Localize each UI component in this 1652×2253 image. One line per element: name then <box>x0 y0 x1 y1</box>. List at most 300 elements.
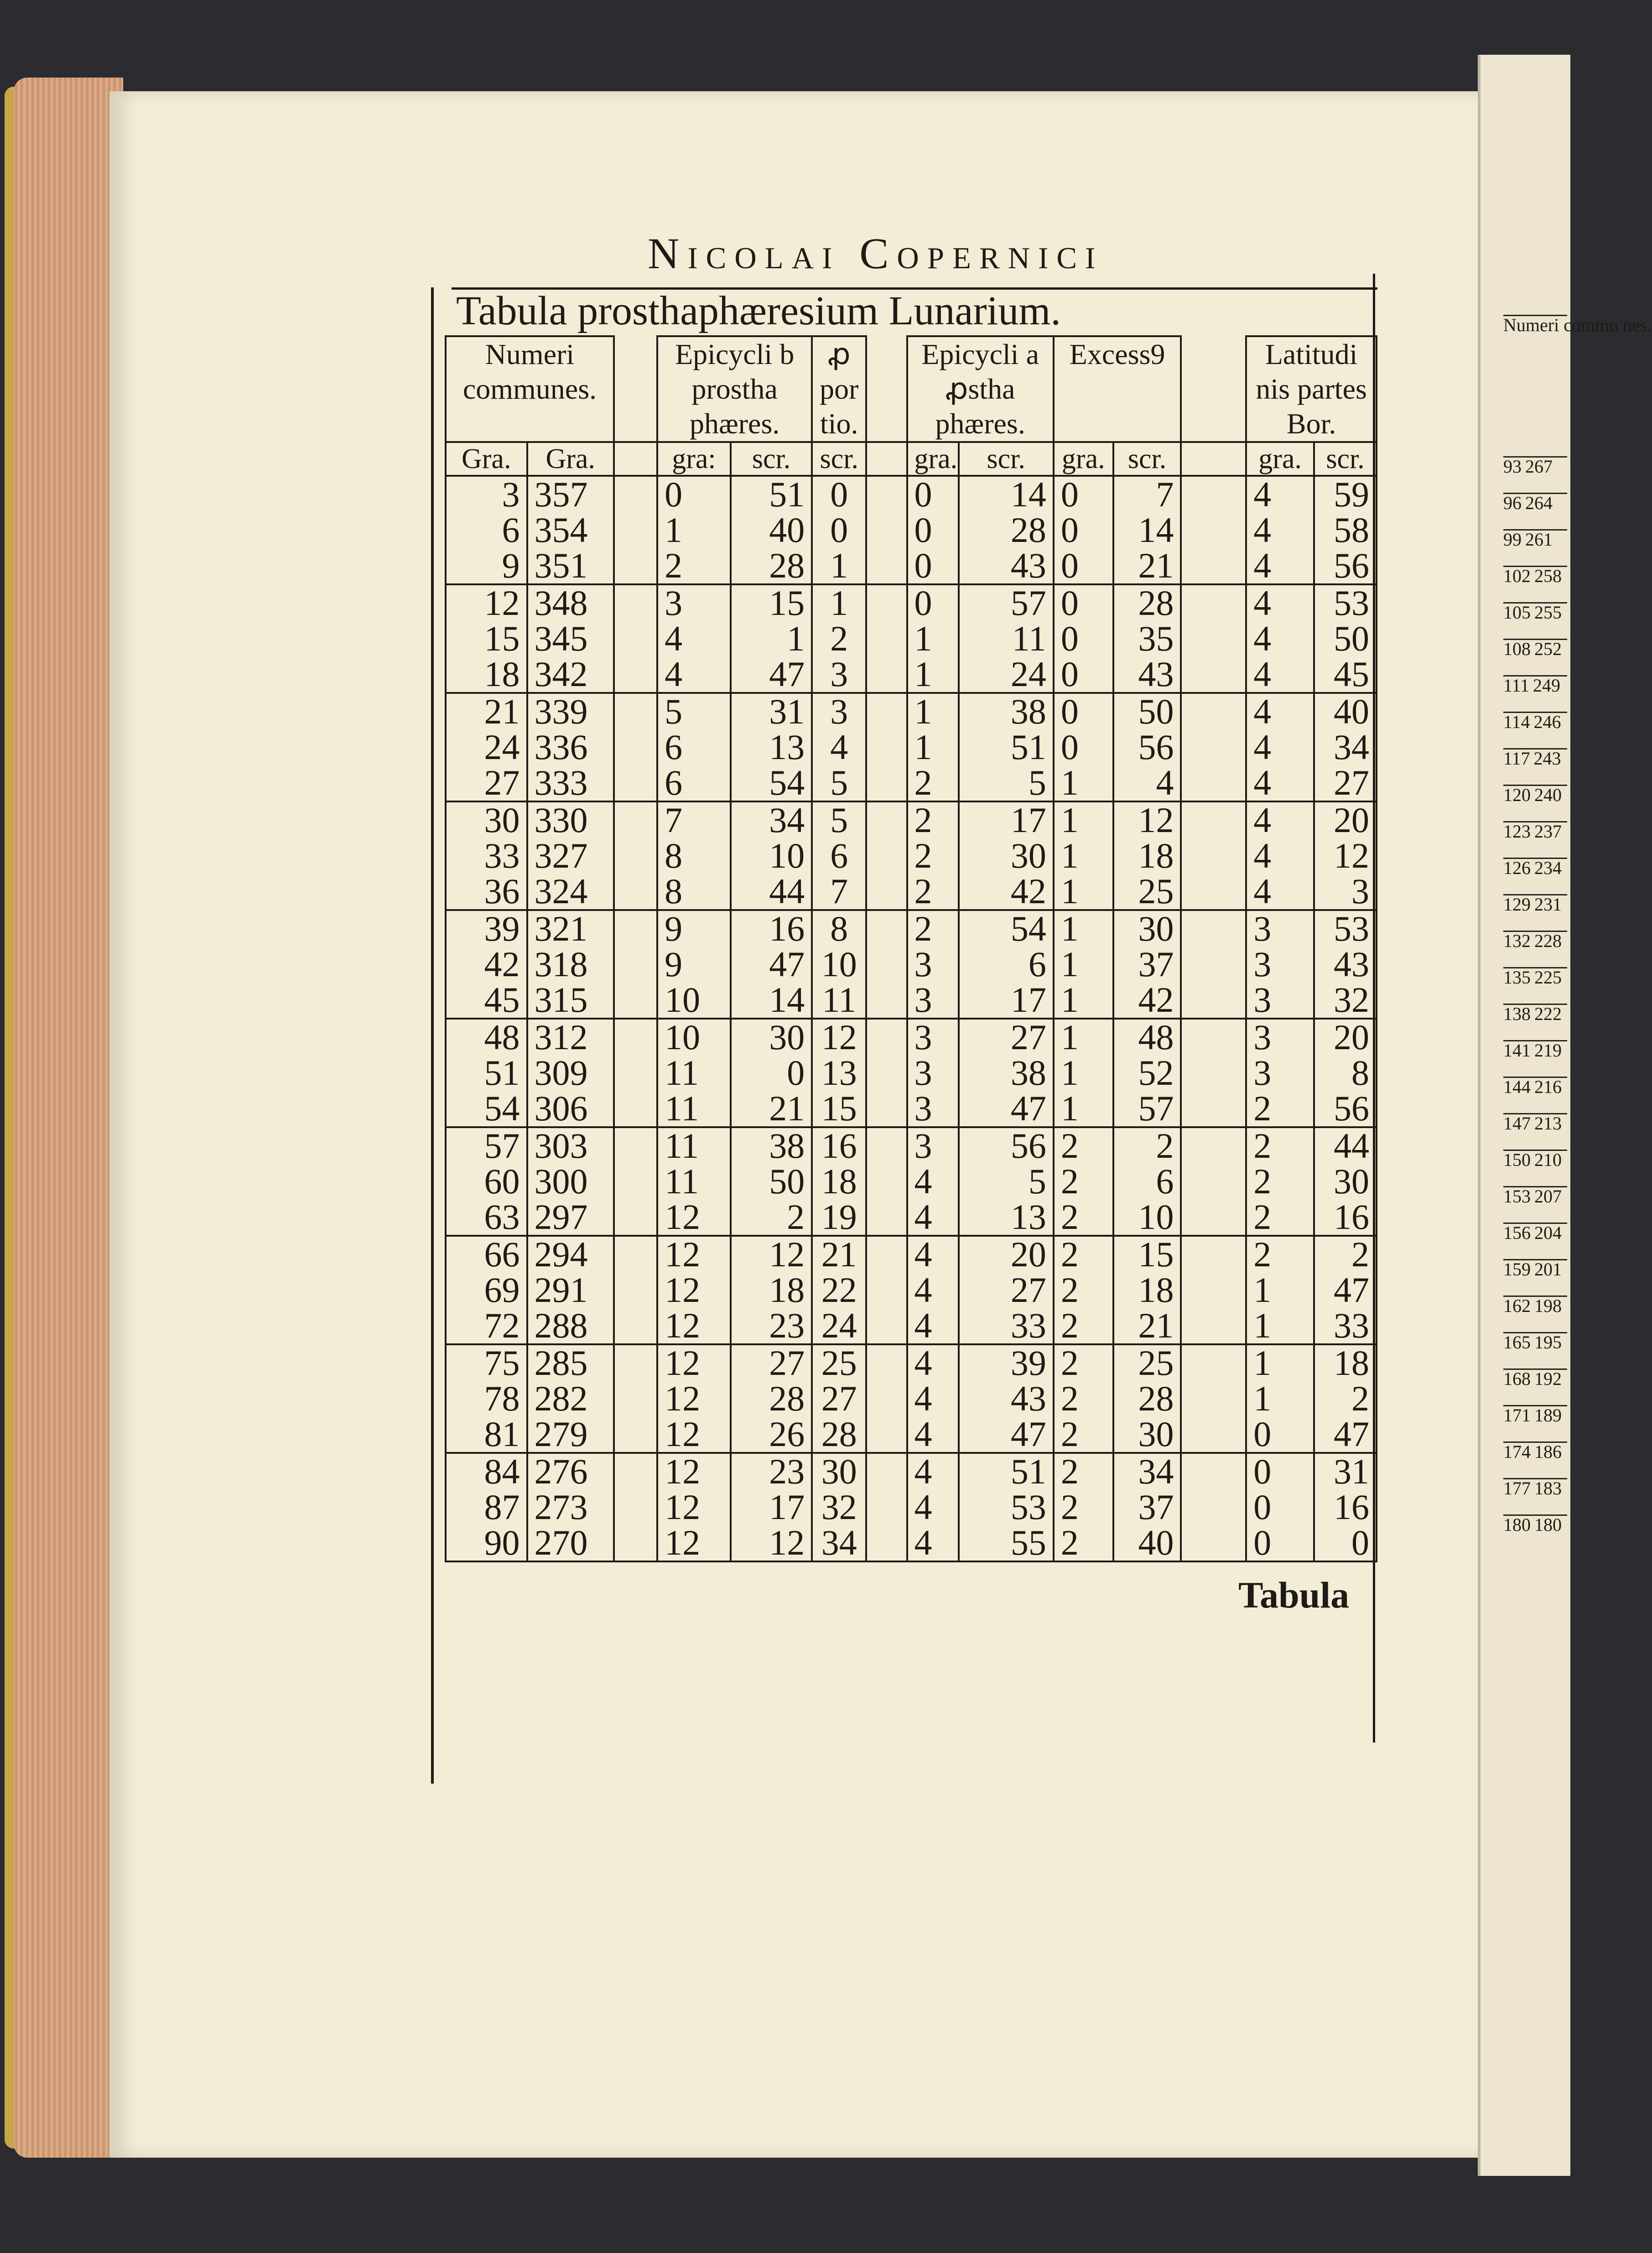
table-cell: 30 <box>1113 1416 1181 1453</box>
table-cell: 4 <box>907 1308 959 1344</box>
next-page-row <box>1503 1259 1567 1279</box>
table-cell: 28 <box>731 1381 812 1416</box>
next-page-cell: 249 <box>1533 675 1561 696</box>
table-cell: 1 <box>731 621 812 656</box>
table-cell: 31 <box>1314 1453 1377 1489</box>
table-cell: 37 <box>1113 1489 1181 1525</box>
table-cell: 28 <box>812 1416 866 1453</box>
table-cell: 21 <box>446 693 527 729</box>
table-row <box>446 838 1377 874</box>
next-page-cell: 243 <box>1533 748 1561 769</box>
table-row <box>446 476 1377 512</box>
table-cell: 2 <box>1054 1199 1113 1236</box>
table-cell: 1 <box>1054 874 1113 910</box>
table-cell: 4 <box>1246 729 1314 765</box>
table-cell: 2 <box>1054 1416 1113 1453</box>
table-cell: 12 <box>657 1453 731 1489</box>
next-page-cell: 183 <box>1534 1478 1562 1499</box>
table-row <box>446 548 1377 584</box>
table-cell: 3 <box>446 476 527 512</box>
table-cell: 34 <box>1113 1453 1181 1489</box>
table-cell: 0 <box>1314 1525 1377 1561</box>
table-cell: 285 <box>527 1344 614 1381</box>
unit-cell: gra: <box>657 442 731 476</box>
table-cell: 333 <box>527 765 614 801</box>
table-cell: 56 <box>959 1127 1054 1164</box>
header-proportio: ꝓ por tio. <box>812 336 866 442</box>
table-cell: 0 <box>1054 476 1113 512</box>
table-cell: 2 <box>1054 1525 1113 1561</box>
table-cell: 17 <box>959 801 1054 838</box>
table-cell: 2 <box>907 801 959 838</box>
next-page-cell: 129 <box>1503 894 1531 915</box>
table-cell: 52 <box>1113 1055 1181 1091</box>
table-cell: 53 <box>959 1489 1054 1525</box>
table-cell: 4 <box>1246 838 1314 874</box>
table-cell: 1 <box>1054 947 1113 982</box>
table-cell: 14 <box>959 476 1054 512</box>
table-row <box>446 1091 1377 1127</box>
next-page-cell: 108 <box>1503 639 1531 659</box>
table-cell: 1 <box>907 656 959 693</box>
table-cell: 15 <box>1113 1236 1181 1272</box>
header-latitudinis: Latitudi nis partes Bor. <box>1246 336 1377 442</box>
table-cell: 1 <box>812 584 866 621</box>
table-cell: 43 <box>959 1381 1054 1416</box>
table-cell: 12 <box>657 1272 731 1308</box>
table-cell: 47 <box>731 947 812 982</box>
running-head: Nicolai Copernici <box>648 229 1104 278</box>
catchword: Tabula <box>1238 1574 1350 1616</box>
table-cell: 12 <box>731 1236 812 1272</box>
table-cell: 33 <box>959 1308 1054 1344</box>
table-cell: 13 <box>959 1199 1054 1236</box>
table-cell: 81 <box>446 1416 527 1453</box>
table-cell: 2 <box>907 910 959 947</box>
table-cell: 42 <box>1113 982 1181 1019</box>
table-cell: 309 <box>527 1055 614 1091</box>
table-cell: 1 <box>907 621 959 656</box>
next-page-cell: 189 <box>1534 1405 1562 1426</box>
table-cell: 0 <box>731 1055 812 1091</box>
table-cell: 0 <box>1054 512 1113 548</box>
table-cell: 6 <box>657 729 731 765</box>
table-cell: 37 <box>1113 947 1181 982</box>
table-cell: 39 <box>446 910 527 947</box>
next-page-cell: 186 <box>1534 1441 1562 1462</box>
table-cell: 297 <box>527 1199 614 1236</box>
table-cell: 324 <box>527 874 614 910</box>
next-page-cell: 114 <box>1503 712 1530 732</box>
table-cell: 279 <box>527 1416 614 1453</box>
table-cell: 60 <box>446 1164 527 1199</box>
table-cell: 24 <box>959 656 1054 693</box>
table-cell: 11 <box>657 1091 731 1127</box>
table-row <box>446 982 1377 1019</box>
next-page-row <box>1503 1405 1567 1425</box>
table-cell: 21 <box>1113 1308 1181 1344</box>
table-cell: 4 <box>907 1489 959 1525</box>
table-cell: 47 <box>1314 1416 1377 1453</box>
table-cell: 75 <box>446 1344 527 1381</box>
next-page-cell: 159 <box>1503 1259 1531 1280</box>
table-cell: 1 <box>907 693 959 729</box>
table-cell: 84 <box>446 1453 527 1489</box>
next-page-cell: 180 <box>1534 1514 1562 1535</box>
table-cell: 51 <box>959 1453 1054 1489</box>
table-cell: 11 <box>959 621 1054 656</box>
table-cell: 7 <box>657 801 731 838</box>
table-cell: 16 <box>731 910 812 947</box>
next-page-row <box>1503 493 1567 512</box>
table-cell: 33 <box>446 838 527 874</box>
table-cell: 12 <box>731 1525 812 1561</box>
table-cell: 5 <box>812 801 866 838</box>
next-page-cell: 96 <box>1503 493 1522 513</box>
table-cell: 18 <box>1113 1272 1181 1308</box>
table-cell: 8 <box>1314 1055 1377 1091</box>
table-cell: 3 <box>907 982 959 1019</box>
table-cell: 17 <box>959 982 1054 1019</box>
table-cell: 0 <box>657 476 731 512</box>
table-cell: 6 <box>1113 1164 1181 1199</box>
table-cell: 58 <box>1314 512 1377 548</box>
table-cell: 13 <box>812 1055 866 1091</box>
table-cell: 2 <box>1054 1489 1113 1525</box>
next-page-cell: 267 <box>1525 456 1553 477</box>
next-page-row <box>1503 1077 1567 1096</box>
table-cell: 5 <box>657 693 731 729</box>
table-cell: 1 <box>1054 801 1113 838</box>
next-page-row <box>1503 1478 1567 1498</box>
table-cell: 1 <box>1054 838 1113 874</box>
table-title: Tabula prosthaphæresium Lunarium. <box>456 288 1061 333</box>
table-cell: 47 <box>959 1091 1054 1127</box>
table-cell: 38 <box>731 1127 812 1164</box>
table-cell: 9 <box>657 947 731 982</box>
unit-cell: scr. <box>812 442 866 476</box>
table-cell: 30 <box>731 1019 812 1055</box>
next-page-cell: 99 <box>1503 529 1522 550</box>
table-cell: 336 <box>527 729 614 765</box>
table-cell: 5 <box>959 765 1054 801</box>
table-cell: 3 <box>907 947 959 982</box>
next-page-cell: 225 <box>1534 967 1562 988</box>
next-page-cell: 141 <box>1503 1040 1531 1061</box>
table-row <box>446 1525 1377 1561</box>
table-cell: 22 <box>812 1272 866 1308</box>
next-page-cell: 168 <box>1503 1368 1531 1389</box>
table-cell: 23 <box>731 1308 812 1344</box>
table-cell: 0 <box>907 476 959 512</box>
table-cell: 1 <box>1246 1308 1314 1344</box>
table-cell: 10 <box>731 838 812 874</box>
next-page-cell: 192 <box>1534 1368 1562 1389</box>
table-frame-left <box>431 287 434 1784</box>
table-cell: 10 <box>812 947 866 982</box>
table-cell: 20 <box>1314 801 1377 838</box>
next-page-row <box>1503 1113 1567 1133</box>
table-cell: 25 <box>1113 874 1181 910</box>
table-cell: 7 <box>1113 476 1181 512</box>
table-cell: 42 <box>959 874 1054 910</box>
table-cell: 16 <box>1314 1489 1377 1525</box>
table-cell: 11 <box>657 1055 731 1091</box>
table-cell: 47 <box>731 656 812 693</box>
table-cell: 53 <box>1314 584 1377 621</box>
table-cell: 2 <box>1054 1381 1113 1416</box>
unit-cell: gra. <box>1054 442 1113 476</box>
table-row <box>446 1416 1377 1453</box>
next-page-cell: 195 <box>1534 1332 1562 1353</box>
next-page-cell: 255 <box>1534 602 1562 623</box>
table-cell: 0 <box>1054 693 1113 729</box>
table-cell: 2 <box>657 548 731 584</box>
table-cell: 34 <box>1314 729 1377 765</box>
table-cell: 27 <box>959 1019 1054 1055</box>
table-cell: 0 <box>1246 1489 1314 1525</box>
table-cell: 57 <box>1113 1091 1181 1127</box>
next-page-cell: 222 <box>1534 1004 1562 1024</box>
table-cell: 0 <box>812 512 866 548</box>
table-cell: 2 <box>1054 1127 1113 1164</box>
table-row <box>446 1272 1377 1308</box>
table-cell: 303 <box>527 1127 614 1164</box>
table-cell: 66 <box>446 1236 527 1272</box>
next-page-row <box>1503 748 1567 768</box>
unit-cell: scr. <box>959 442 1054 476</box>
next-page-row <box>1503 894 1567 914</box>
next-page-cell: 204 <box>1534 1223 1562 1243</box>
table-cell: 4 <box>907 1344 959 1381</box>
table-cell: 3 <box>907 1019 959 1055</box>
table-cell: 0 <box>907 548 959 584</box>
table-cell: 4 <box>1246 693 1314 729</box>
table-cell: 18 <box>731 1272 812 1308</box>
next-page-cell: 264 <box>1525 493 1553 513</box>
table-cell: 3 <box>1246 1019 1314 1055</box>
table-cell: 12 <box>657 1416 731 1453</box>
table-cell: 330 <box>527 801 614 838</box>
table-cell: 55 <box>959 1525 1054 1561</box>
table-cell: 2 <box>907 838 959 874</box>
table-cell: 4 <box>907 1525 959 1561</box>
unit-cell: Gra. <box>527 442 614 476</box>
table-cell: 2 <box>1246 1164 1314 1199</box>
table-cell: 56 <box>1113 729 1181 765</box>
next-page-row <box>1503 1004 1567 1023</box>
next-page-cell: 144 <box>1503 1077 1531 1097</box>
next-page-row <box>1503 1368 1567 1388</box>
table-cell: 4 <box>907 1199 959 1236</box>
next-page-row <box>1503 712 1567 731</box>
next-page-cell: 126 <box>1503 858 1531 878</box>
table-cell: 33 <box>1314 1308 1377 1344</box>
table-cell: 0 <box>1054 729 1113 765</box>
unit-cell: scr. <box>731 442 812 476</box>
next-page-cell: 147 <box>1503 1113 1531 1134</box>
table-cell: 0 <box>1054 584 1113 621</box>
next-page-cell: 219 <box>1534 1040 1562 1061</box>
table-cell: 18 <box>446 656 527 693</box>
table-row <box>446 947 1377 982</box>
table-cell: 10 <box>657 1019 731 1055</box>
table-cell: 50 <box>1113 693 1181 729</box>
table-row <box>446 1019 1377 1055</box>
next-page-row <box>1503 1223 1567 1242</box>
table-cell: 34 <box>812 1525 866 1561</box>
table-cell: 3 <box>1246 1055 1314 1091</box>
table-cell: 342 <box>527 656 614 693</box>
table-cell: 321 <box>527 910 614 947</box>
table-cell: 45 <box>1314 656 1377 693</box>
table-cell: 32 <box>1314 982 1377 1019</box>
table-cell: 276 <box>527 1453 614 1489</box>
next-page-cell: 120 <box>1503 785 1531 805</box>
table-cell: 38 <box>959 693 1054 729</box>
table-cell: 318 <box>527 947 614 982</box>
table-cell: 4 <box>1246 512 1314 548</box>
table-cell: 21 <box>1113 548 1181 584</box>
next-page-cell: 231 <box>1534 894 1562 915</box>
next-page-row <box>1503 1441 1567 1461</box>
table-cell: 48 <box>1113 1019 1181 1055</box>
next-page-cell: 240 <box>1534 785 1562 805</box>
next-page-row <box>1503 1040 1567 1060</box>
table-cell: 20 <box>959 1236 1054 1272</box>
table-row <box>446 1055 1377 1091</box>
table-cell: 2 <box>1246 1127 1314 1164</box>
table-cell: 8 <box>657 874 731 910</box>
table-cell: 30 <box>959 838 1054 874</box>
table-cell: 24 <box>812 1308 866 1344</box>
next-page-cell: 150 <box>1503 1150 1531 1170</box>
table-row <box>446 656 1377 693</box>
next-page-row <box>1503 566 1567 585</box>
table-cell: 16 <box>812 1127 866 1164</box>
table-cell: 306 <box>527 1091 614 1127</box>
table-cell: 300 <box>527 1164 614 1199</box>
table-cell: 0 <box>812 476 866 512</box>
table-cell: 43 <box>1113 656 1181 693</box>
table-cell: 15 <box>812 1091 866 1127</box>
table-cell: 282 <box>527 1381 614 1416</box>
table-cell: 36 <box>446 874 527 910</box>
table-cell: 2 <box>1314 1381 1377 1416</box>
table-cell: 3 <box>1246 982 1314 1019</box>
table-cell: 0 <box>1054 656 1113 693</box>
table-cell: 43 <box>959 548 1054 584</box>
table-cell: 11 <box>812 982 866 1019</box>
table-cell: 28 <box>1113 1381 1181 1416</box>
table-cell: 54 <box>446 1091 527 1127</box>
table-cell: 351 <box>527 548 614 584</box>
table-cell: 44 <box>731 874 812 910</box>
next-page-fragment <box>1478 55 1652 2176</box>
table-cell: 72 <box>446 1308 527 1344</box>
next-page-row <box>1503 639 1567 658</box>
next-page-cell: 234 <box>1534 858 1562 878</box>
unit-cell: scr. <box>1314 442 1377 476</box>
table-cell: 2 <box>1113 1127 1181 1164</box>
table-cell: 5 <box>812 765 866 801</box>
table-cell: 354 <box>527 512 614 548</box>
table-cell: 1 <box>1054 1055 1113 1091</box>
table-cell: 18 <box>1314 1344 1377 1381</box>
next-page-cell: 111 <box>1503 675 1530 696</box>
table-cell: 348 <box>527 584 614 621</box>
next-page-cell: 246 <box>1533 712 1561 732</box>
table-cell: 12 <box>657 1308 731 1344</box>
table-cell: 12 <box>657 1489 731 1525</box>
table-cell: 27 <box>959 1272 1054 1308</box>
table-row <box>446 1164 1377 1199</box>
table-cell: 51 <box>446 1055 527 1091</box>
table-row <box>446 874 1377 910</box>
next-page-cell: 177 <box>1503 1478 1531 1499</box>
table-cell: 4 <box>657 621 731 656</box>
next-page-cell: 171 <box>1503 1405 1531 1426</box>
table-cell: 20 <box>1314 1019 1377 1055</box>
table-row <box>446 910 1377 947</box>
next-page-cell: 162 <box>1503 1296 1531 1316</box>
table-cell: 2 <box>731 1199 812 1236</box>
next-page-cell: 93 <box>1503 456 1522 477</box>
table-cell: 19 <box>812 1199 866 1236</box>
table-cell: 0 <box>1054 621 1113 656</box>
next-page-cell: 198 <box>1534 1296 1562 1316</box>
table-cell: 50 <box>731 1164 812 1199</box>
table-cell: 327 <box>527 838 614 874</box>
table-cell: 24 <box>446 729 527 765</box>
table-cell: 16 <box>1314 1199 1377 1236</box>
table-cell: 0 <box>1246 1525 1314 1561</box>
next-page-cell: 210 <box>1534 1150 1562 1170</box>
table-cell: 12 <box>657 1344 731 1381</box>
table-cell: 3 <box>907 1127 959 1164</box>
next-page-cell: 153 <box>1503 1186 1531 1207</box>
table-cell: 18 <box>812 1164 866 1199</box>
next-page-cell: 105 <box>1503 602 1531 623</box>
table-cell: 1 <box>1246 1344 1314 1381</box>
table-cell: 4 <box>1246 656 1314 693</box>
next-page-row <box>1503 858 1567 877</box>
next-page-row <box>1503 675 1567 695</box>
table-cell: 0 <box>907 584 959 621</box>
table-cell: 2 <box>1246 1091 1314 1127</box>
table-cell: 291 <box>527 1272 614 1308</box>
next-page-row <box>1503 821 1567 841</box>
table-cell: 4 <box>907 1453 959 1489</box>
next-page-cell: 261 <box>1525 529 1553 550</box>
unit-cell: Gra. <box>446 442 527 476</box>
table-cell: 2 <box>812 621 866 656</box>
table-cell: 1 <box>1246 1381 1314 1416</box>
next-page-cell: 252 <box>1534 639 1562 659</box>
table-cell: 3 <box>812 656 866 693</box>
table-cell: 6 <box>959 947 1054 982</box>
units-row <box>446 442 1377 476</box>
table-cell: 2 <box>1054 1164 1113 1199</box>
table-row <box>446 729 1377 765</box>
next-page-row <box>1503 1332 1567 1352</box>
next-page-cell: 174 <box>1503 1441 1531 1462</box>
table-cell: 3 <box>812 693 866 729</box>
table-cell: 0 <box>1246 1453 1314 1489</box>
table-cell: 10 <box>657 982 731 1019</box>
table-cell: 13 <box>731 729 812 765</box>
table-cell: 9 <box>657 910 731 947</box>
